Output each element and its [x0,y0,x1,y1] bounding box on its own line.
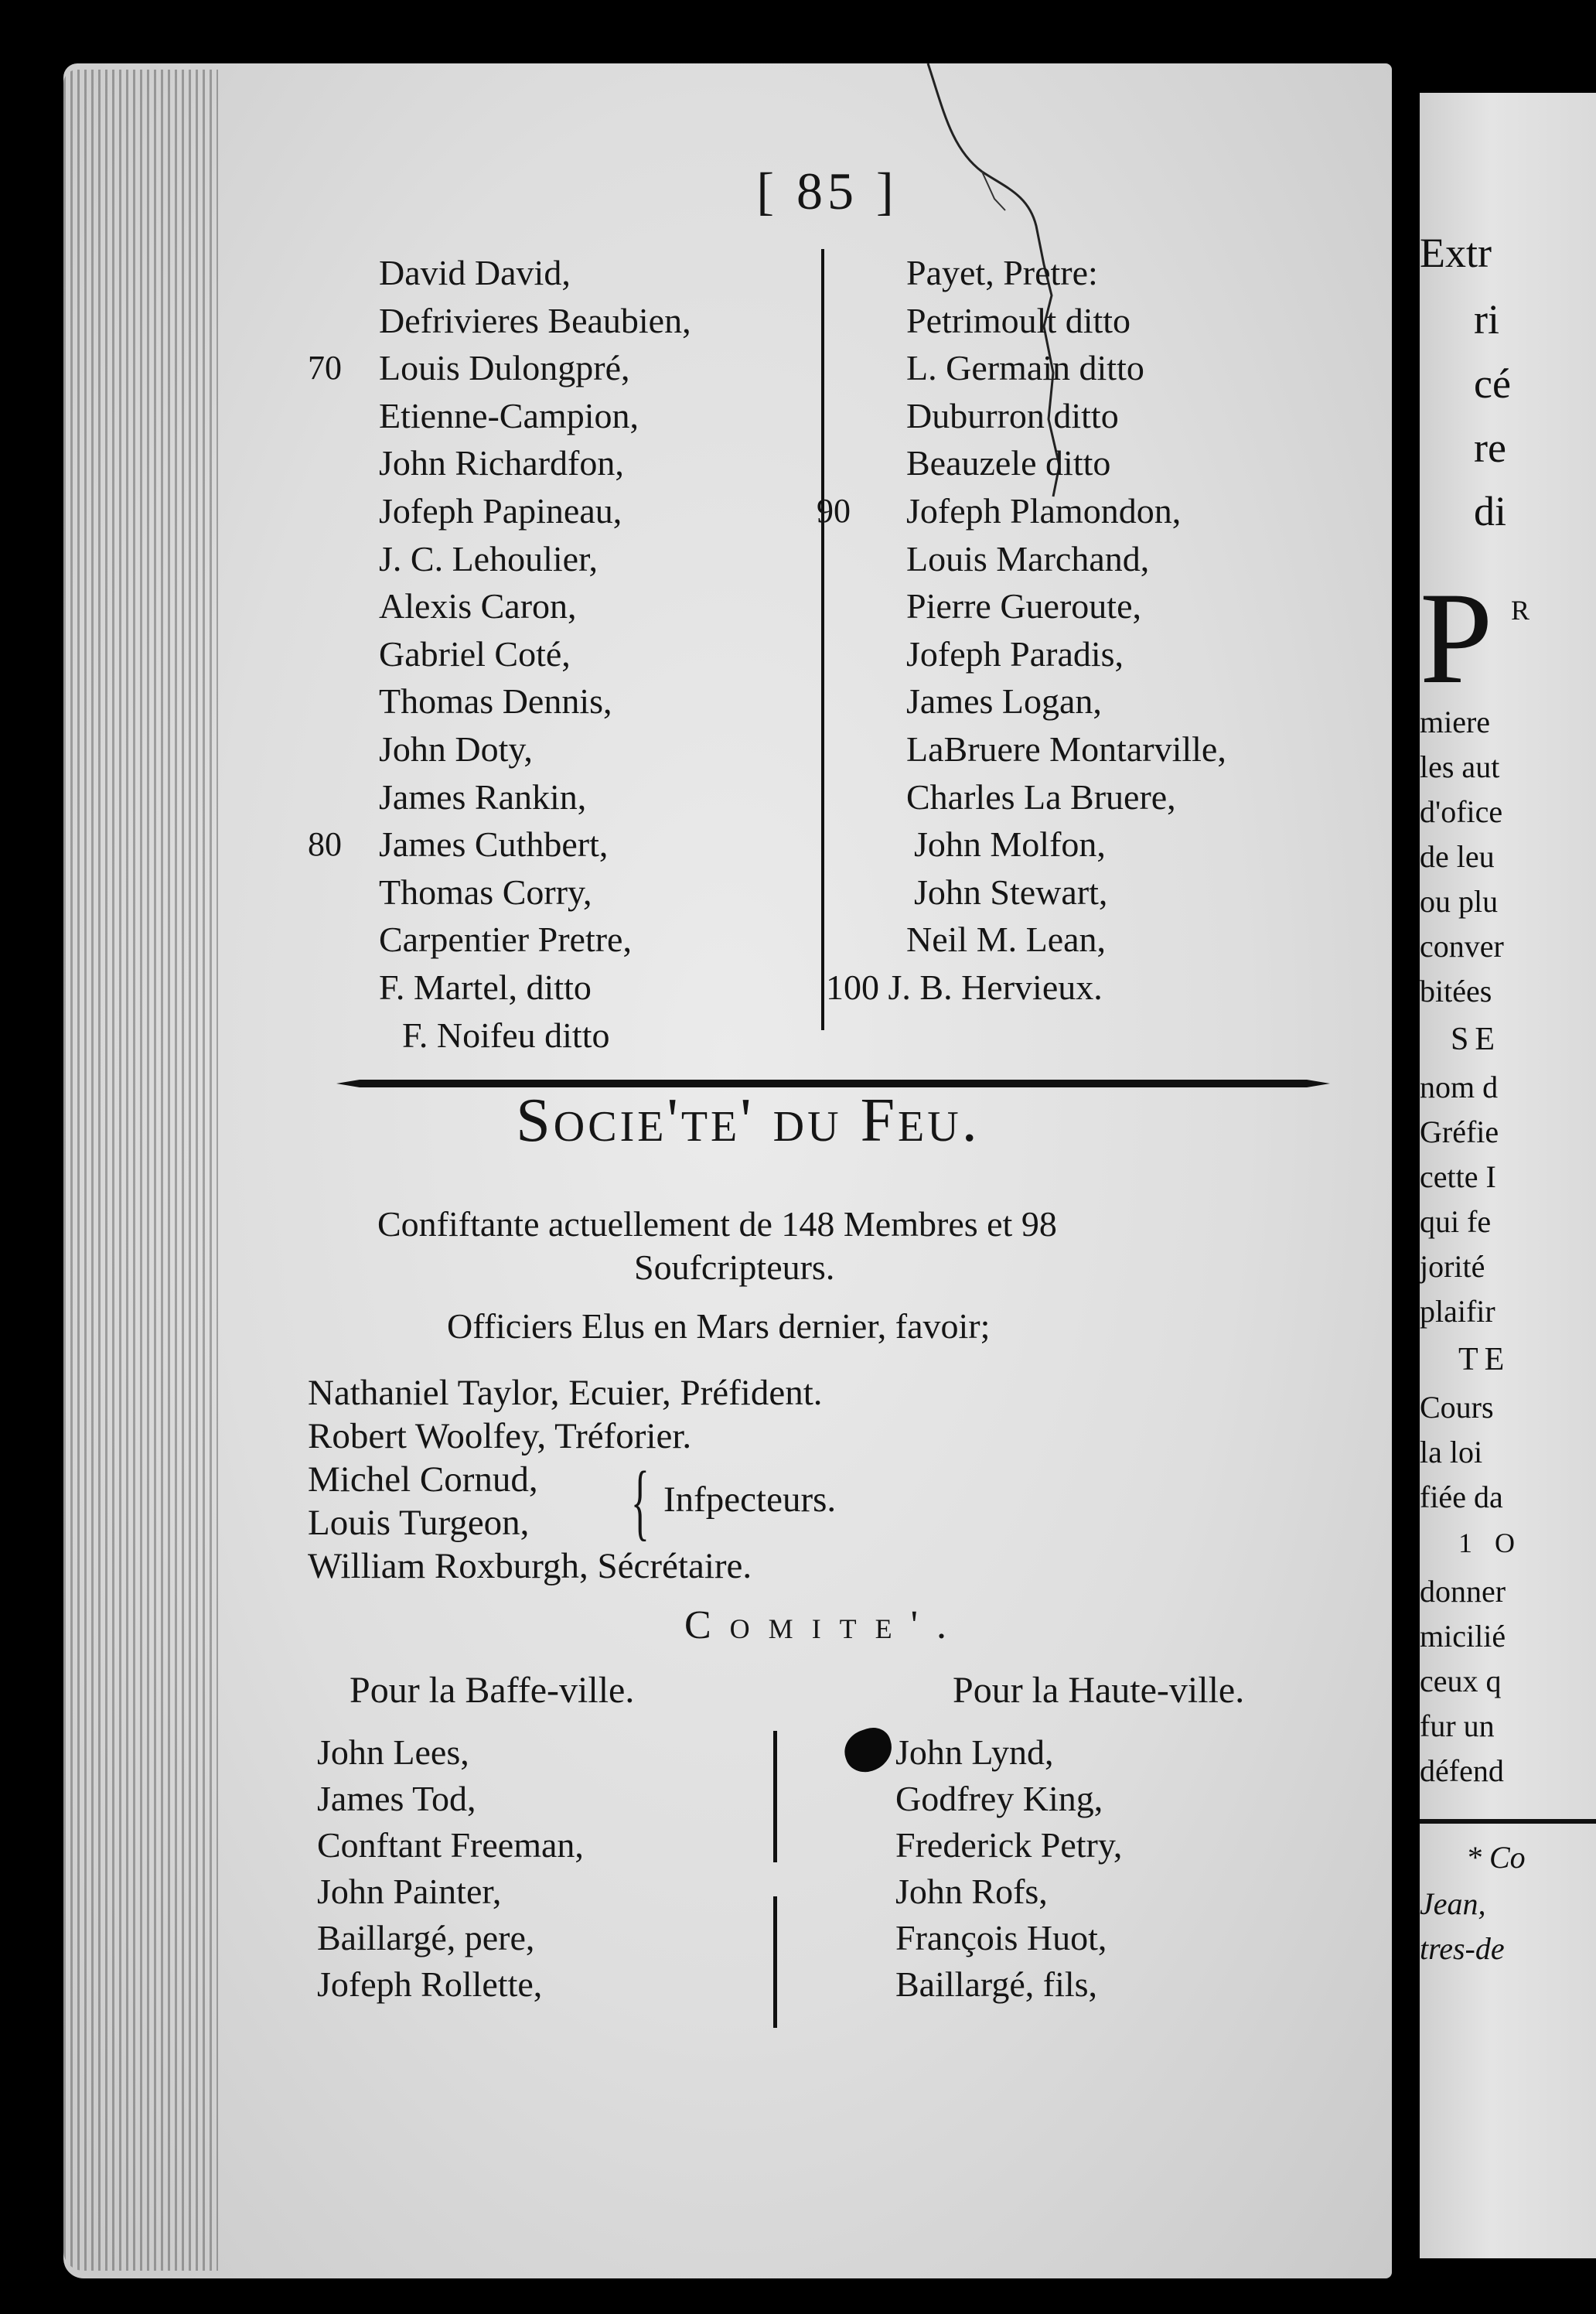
list-item: Petrimoult ditto [906,300,1131,340]
list-item: John Lynd, [895,1732,1054,1772]
inspectors-block [308,1454,837,1588]
line-number-70: 70 [308,349,342,387]
list-item: François Huot, [895,1918,1107,1957]
facing-line: 1 O [1458,1527,1523,1558]
list-item-text: Jofeph Plamondon, [906,490,1182,531]
list-item: L. Germain ditto [906,348,1144,388]
line-number-100: 100 [826,967,879,1007]
list-item: Alexis Caron, [379,586,577,626]
facing-line: de leu [1420,839,1495,874]
facing-line: TE [1458,1342,1511,1377]
list-item: Pierre Gueroute, [906,586,1141,626]
facing-line: jorité [1420,1249,1485,1284]
left-name-column [308,249,691,1059]
facing-line: Extr [1420,230,1492,276]
facing-line: fiée da [1420,1480,1503,1514]
list-item: Jofeph Papineau, [379,490,622,531]
list-item: Jofeph Paradis, [906,633,1124,674]
facing-page [1420,93,1596,2258]
brace-symbol: { [631,1454,650,1548]
list-item: James Tod, [317,1779,476,1818]
list-item: John Doty, [379,729,533,769]
drop-cap: P [1420,565,1493,711]
facing-line: nom d [1420,1070,1499,1104]
list-item: Defrivieres Beaubien, [379,300,691,340]
upper-town-members [895,1729,1122,2008]
facing-line: bitées [1420,974,1492,1009]
list-item: Charles La Bruere, [906,776,1176,817]
list-item: James Rankin, [379,776,587,817]
committee-divider [773,1731,777,1862]
list-item: Payet, Pretre: [906,253,1098,292]
officers-list [308,1371,823,1458]
officers-intro: Officiers Elus en Mars dernier, favoir; [447,1306,991,1346]
list-item: Thomas Dennis, [379,681,612,722]
list-item: Carpentier Pretre, [379,920,632,960]
list-item: Louis Marchand, [906,538,1150,578]
facing-line: qui fe [1420,1204,1492,1239]
list-item: F. Martel, ditto [379,967,592,1007]
upper-town-heading: Pour la Haute-ville. [953,1670,1245,1711]
page-number: [ 85 ] [756,162,899,220]
list-item: John Rofs, [895,1872,1048,1911]
list-item: John Richardfon, [379,443,624,483]
lower-town-heading: Pour la Baffe-ville. [350,1670,635,1711]
footnote-rule [1420,1819,1596,1824]
list-item [308,344,691,392]
list-item: James Logan, [906,681,1102,722]
list-item [308,821,691,869]
section-title: Socie'te' du Feu. [516,1087,980,1155]
inspectors-label: Infpecteurs. [663,1480,837,1520]
list-item: LaBruere Montarville, [906,729,1226,769]
officer-inspector: Michel Cornud, [308,1459,538,1500]
facing-line: cette I [1420,1159,1496,1194]
officer-inspector: Louis Turgeon, [308,1503,530,1543]
lower-town-members [317,1729,584,2008]
facing-line: micilié [1420,1619,1506,1654]
facing-line: * Co [1466,1840,1526,1875]
line-number-80: 80 [308,825,342,864]
facing-line: ceux q [1420,1664,1502,1698]
facing-line: conver [1420,929,1504,964]
list-item: Gabriel Coté, [379,633,571,674]
list-item: Baillargé, pere, [317,1918,535,1957]
facing-line: défend [1420,1753,1504,1788]
list-item: Etienne-Campion, [379,395,639,435]
membership-line: Confiftante actuellement de 148 Membres et 98 [377,1204,1057,1244]
list-item-text: J. B. Hervieux. [888,967,1103,1007]
list-item: J. C. Lehoulier, [379,538,598,578]
list-item [826,964,1226,1012]
list-item: John Molfon, [914,824,1106,865]
list-item-text: James Cuthbert, [379,824,609,865]
facing-line: Jean, [1420,1886,1486,1921]
facing-line: plaifir [1420,1294,1495,1329]
committee-divider [773,1896,777,2028]
officer-secretary: William Roxburgh, Sécrétaire. [308,1546,752,1586]
list-item: John Stewart, [914,872,1108,912]
list-item: John Painter, [317,1872,502,1911]
list-item: Godfrey King, [895,1779,1103,1818]
facing-line: re [1474,425,1506,471]
facing-line: di [1474,488,1507,534]
facing-line: d'ofice [1420,794,1503,829]
facing-line: ri [1474,296,1499,343]
facing-line: donner [1420,1574,1506,1609]
list-item: Baillargé, fils, [895,1964,1098,2004]
officer-president: Nathaniel Taylor, Ecuier, Préfident. [308,1373,823,1413]
line-number-90: 90 [817,491,851,530]
list-item: Duburron ditto [906,395,1119,435]
list-item: F. Noifeu ditto [402,1015,610,1055]
list-item: Beauzele ditto [906,443,1111,483]
facing-line: tres-de [1420,1931,1505,1966]
officer-treasurer: Robert Woolfey, Tréforier. [308,1416,692,1456]
facing-line: cé [1474,360,1511,407]
membership-line-cont: Soufcripteurs. [634,1247,835,1287]
facing-line: Gréfie [1420,1114,1499,1149]
facing-line: Cours [1420,1390,1494,1425]
facing-line: fur un [1420,1708,1495,1743]
list-item: David David, [379,253,571,292]
list-item-text: Louis Dulongpré, [379,348,630,388]
facing-line: la loi [1420,1435,1483,1469]
list-item: John Lees, [317,1732,469,1772]
list-item: Neil M. Lean, [906,920,1107,960]
list-item: Conftant Freeman, [317,1825,584,1865]
list-item: Thomas Corry, [379,872,592,912]
list-item [817,487,1226,535]
facing-line: miere [1420,705,1491,739]
committee-title: Comite'. [684,1603,966,1647]
facing-line: SE [1451,1022,1502,1057]
list-item: Frederick Petry, [895,1825,1123,1865]
list-item: Jofeph Rollette, [317,1964,543,2004]
facing-line: ou plu [1420,884,1499,919]
facing-line: les aut [1420,749,1500,784]
right-name-column [817,249,1226,1012]
facing-line: R [1511,595,1530,626]
column-divider [821,249,824,1030]
